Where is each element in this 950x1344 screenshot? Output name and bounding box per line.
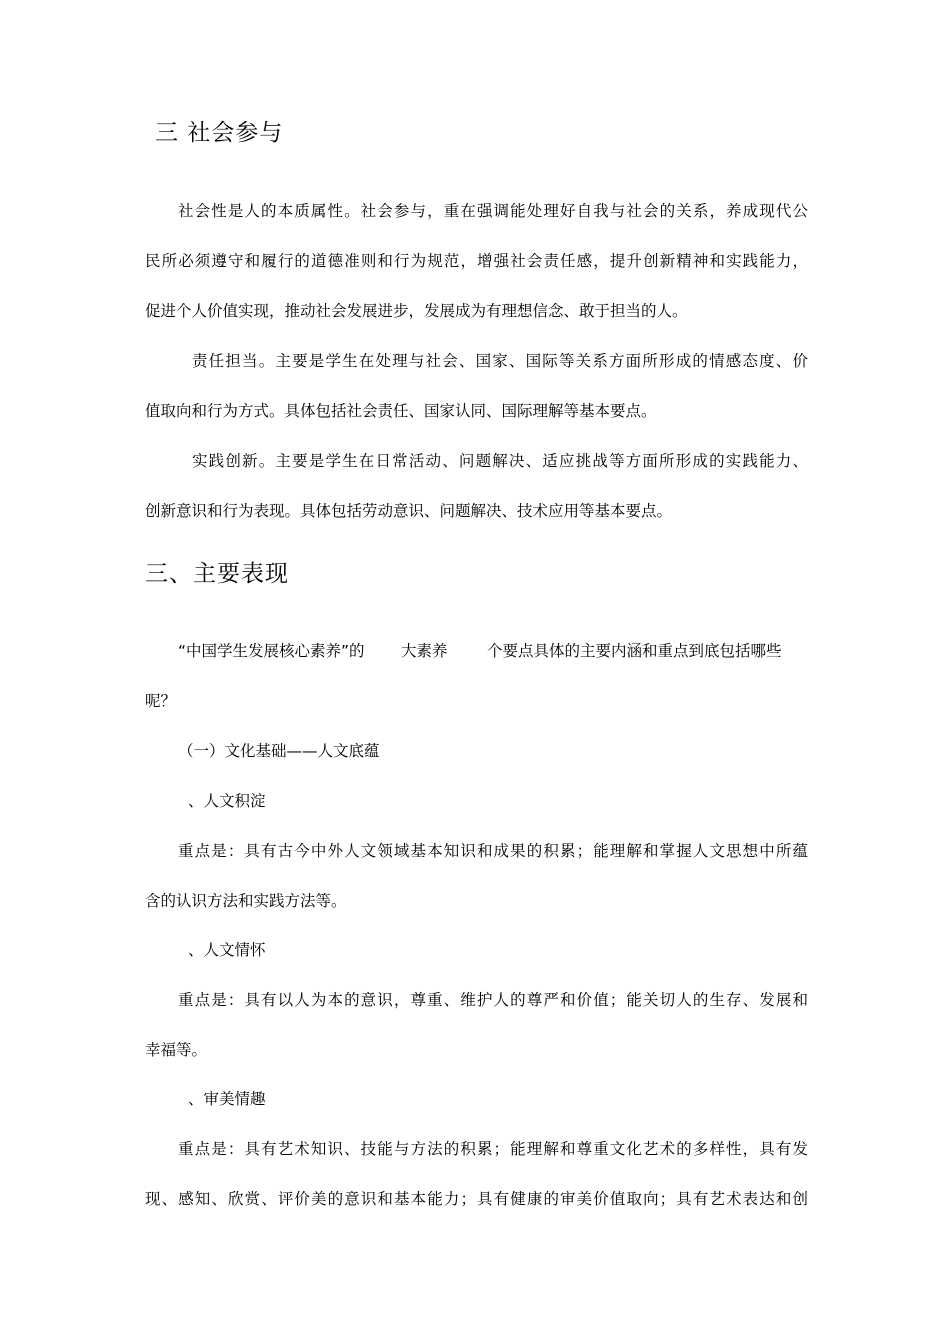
item-title: 、审美情趣 [188, 1090, 266, 1108]
intro-text-part1: “中国学生发展核心素养”的 [178, 642, 365, 660]
intro-text-part2: 大素养 [401, 642, 448, 660]
item-title: 、人文积淀 [188, 792, 266, 810]
paragraph-line: 社会性是人的本质属性。社会参与，重在强调能处理好自我与社会的关系，养成现代公 [178, 202, 808, 220]
subsection-heading: （一）文化基础——人文底蕴 [178, 742, 380, 760]
paragraph-line: 实践创新。主要是学生在日常活动、问题解决、适应挑战等方面所形成的实践能力、 [192, 452, 808, 470]
item-text-line: 现、感知、欣赏、评价美的意识和基本能力；具有健康的审美价值取向；具有艺术表达和创 [145, 1190, 808, 1208]
paragraph-line: 民所必须遵守和履行的道德准则和行为规范，增强社会责任感，提升创新精神和实践能力， [145, 252, 808, 270]
paragraph-line: 促进个人价值实现，推动社会发展进步，发展成为有理想信念、敢于担当的人。 [145, 302, 688, 320]
paragraph-line: 创新意识和行为表现。具体包括劳动意识、问题解决、技术应用等基本要点。 [145, 502, 673, 520]
item-title: 、人文情怀 [188, 941, 266, 959]
item-text-line: 重点是：具有以人为本的意识，尊重、维护人的尊严和价值；能关切人的生存、发展和 [178, 991, 808, 1009]
item-text-line: 幸福等。 [145, 1041, 208, 1059]
section-heading-social-participation: 三 社会参与 [155, 120, 284, 146]
item-text-line: 含的认识方法和实践方法等。 [145, 892, 347, 910]
item-text-line: 重点是：具有古今中外人文领域基本知识和成果的积累；能理解和掌握人文思想中所蕴 [178, 842, 808, 860]
paragraph-line: 值取向和行为方式。具体包括社会责任、国家认同、国际理解等基本要点。 [145, 402, 657, 420]
paragraph-line: 责任担当。主要是学生在处理与社会、国家、国际等关系方面所形成的情感态度、价 [192, 352, 808, 370]
item-text-line: 重点是：具有艺术知识、技能与方法的积累；能理解和尊重文化艺术的多样性，具有发 [178, 1140, 808, 1158]
intro-text-line2: 呢？ [145, 692, 177, 710]
intro-text-part3: 个要点具体的主要内涵和重点到底包括哪些 [487, 642, 782, 660]
section-heading-main-performance: 三、主要表现 [145, 561, 289, 587]
